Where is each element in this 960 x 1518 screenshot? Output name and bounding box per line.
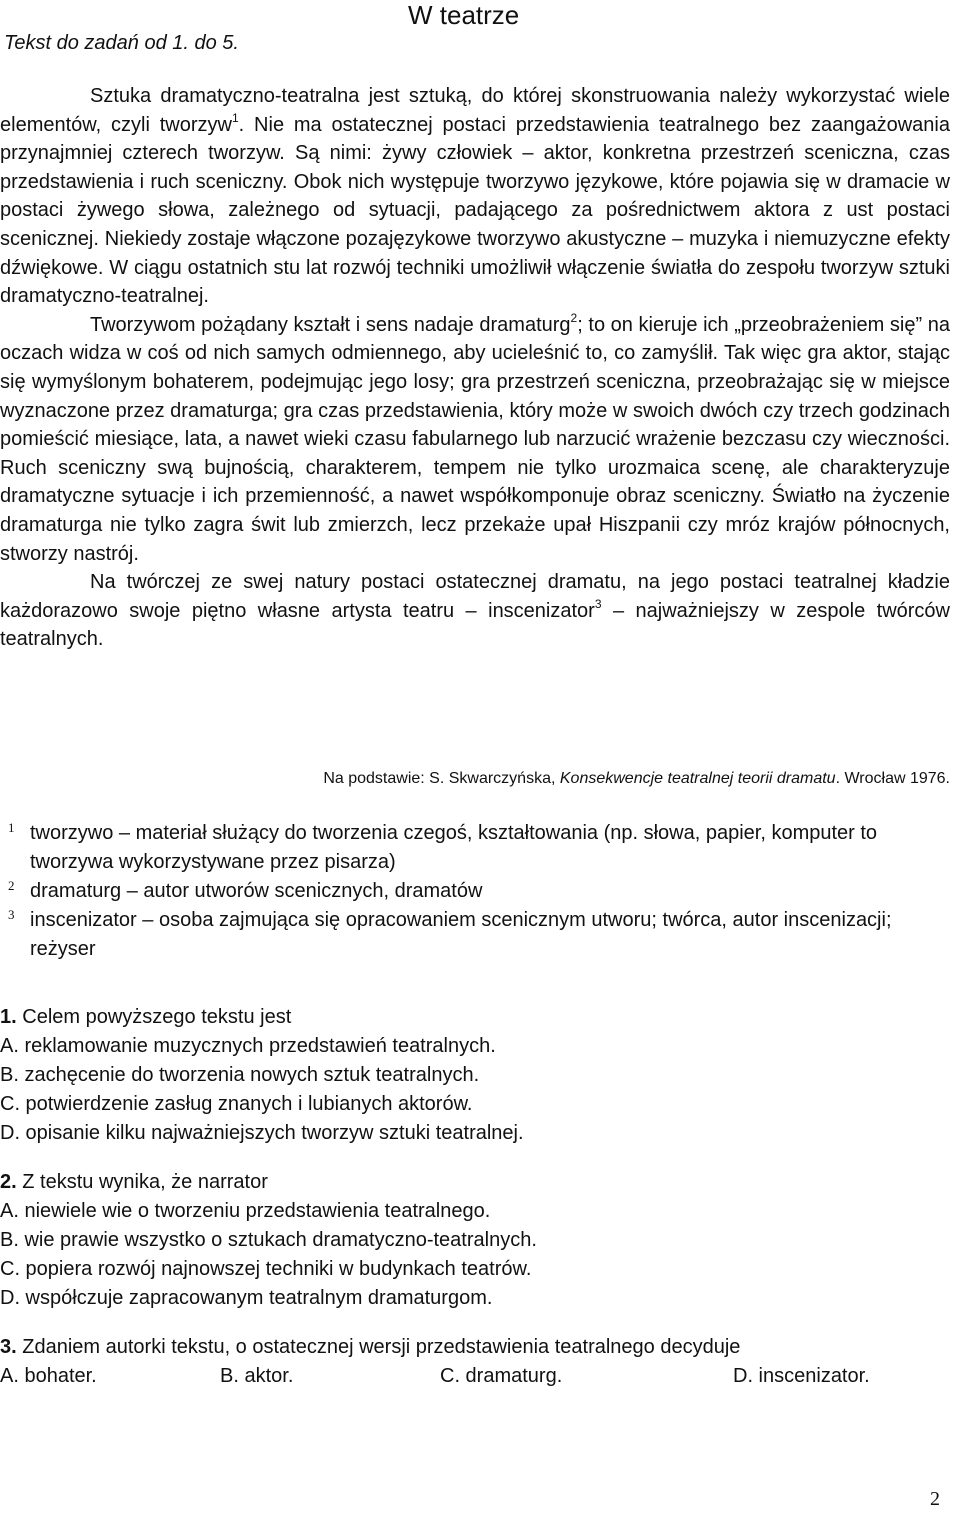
footnotes [8,819,953,964]
paragraph-2-part-b: ; to on kieruje ich „przeobrażeniem się” na oczach widza w coś od nich samych odmiennego, aby ucieleśnić to, co zamyślił. Tak więc gra aktor, stając się wymyślonym bohaterem, podejmując jego losy; gra przestrzeń sceniczna, przeobrażając się w miejsce wyznaczone przez dramaturga; gra czas przedstawienia, który może w swoich dwóch czy trzech godzinach pomieścić miesiące, lata, a nawet wieki czasu fabularnego lub narzucić wrażenie bezczasu czy wieczności. Ruch sceniczny swą bujnością, charakterem, tempem nie tylko urozmaica scenę, ale charakteryzuje dramatyczne sytuacje i ich przemienność, a nawet współkomponuje obraz sceniczny. Światło na życzenie dramaturga nie tylko zagra świt lub zmierzch, lecz przekaże upał Hiszpanii czy mróz krajów północnych, stworzy nastrój. [0,313,950,565]
paragraph-1-part-b: . Nie ma ostatecznej postaci przedstawienia teatralnego bez zaangażowania przynajmniej czterech tworzyw. Są nimi: żywy człowiek – aktor, konkretna przestrzeń sceniczna, czas przedstawienia i ruch sceniczny. Obok nich występuje tworzywo językowe, które pojawia się w dramacie w postaci żywego słowa, zależnego od sytuacji, padającego za pośrednictwem aktora z ust postaci scenicznej. Niekiedy zostaje włączone pozajęzykowe tworzywo akustyczne – muzyka i niemuzyczne efekty dźwiękowe. W ciągu ostatnich stu lat rozwój techniki umożliwił włączenie światła do zespołu tworzyw sztuki dramatyczno-teatralnej. [0,113,950,308]
footnote-ref-1: 1 [231,110,239,125]
paragraph-2 [0,311,950,568]
question-number: 3. [0,1336,17,1358]
question-stem [0,1168,950,1197]
reading-text [0,82,950,654]
paragraph-2-part-a: Tworzywom pożądany kształt i sens nadaje dramaturg [90,313,571,336]
source-citation [0,770,950,788]
question-3 [0,1333,950,1391]
footnote-number: 3 [8,907,15,922]
answer-option: D. opisanie kilku najważniejszych tworzyw sztuki teatralnej. [0,1122,524,1144]
source-book-title: Konsekwencje teatralnej teorii dramatu [559,770,836,787]
footnote-3 [8,906,953,964]
footnote-text: dramaturg – autor utworów scenicznych, dramatów [30,880,483,902]
question-text: Zdaniem autorki tekstu, o ostatecznej wersji przedstawienia teatralnego decyduje [22,1336,741,1358]
paragraph-3-part-a: Na twórczej ze swej natury postaci ostatecznej dramatu, na jego postaci teatralnej kładzie każdorazowo swoje piętno własne artysta teatru – inscenizator [0,571,950,622]
answer-option: B. aktor. [220,1365,294,1387]
question-2 [0,1168,950,1313]
answer-option: A. bohater. [0,1365,97,1387]
question-stem [0,1003,950,1032]
footnote-ref-2: 2 [570,310,578,325]
footnote-number: 2 [8,878,15,893]
task-range-label: Tekst do zadań od 1. do 5. [4,32,239,54]
question-stem [0,1333,950,1362]
answer-option: C. dramaturg. [440,1365,563,1387]
question-number: 1. [0,1006,17,1028]
question-number: 2. [0,1171,17,1193]
question-1 [0,1003,950,1148]
questions [0,1003,950,1411]
source-suffix: . Wrocław 1976. [835,770,950,787]
page-title: W teatrze [408,0,520,30]
footnote-text: inscenizator – osoba zajmująca się opracowaniem scenicznym utworu; twórca, autor inscenizacji; reżyser [30,909,892,960]
answer-option: A. niewiele wie o tworzeniu przedstawienia teatralnego. [0,1200,491,1222]
paragraph-1-part-a: Sztuka dramatyczno-teatralna jest sztuką, do której skonstruowania należy wykorzystać wiele elementów, czyli tworzyw [0,85,950,136]
answer-option: C. potwierdzenie zasług znanych i lubianych aktorów. [0,1093,473,1115]
page-number: 2 [930,1488,940,1510]
footnote-2 [8,877,953,906]
answer-options-row [0,1362,950,1391]
paragraph-3 [0,568,950,654]
answer-option: B. wie prawie wszystko o sztukach dramatyczno-teatralnych. [0,1229,537,1251]
paragraph-1 [0,82,950,311]
answer-option: D. inscenizator. [733,1365,870,1387]
answer-option: D. współczuje zapracowanym teatralnym dramaturgom. [0,1287,493,1309]
answer-option: A. reklamowanie muzycznych przedstawień teatralnych. [0,1035,496,1057]
footnote-text: tworzywo – materiał służący do tworzenia czegoś, kształtowania (np. słowa, papier, komputer to tworzywa wykorzystywane przez pisarza) [30,822,878,873]
answer-option: C. popiera rozwój najnowszej techniki w budynkach teatrów. [0,1258,532,1280]
answer-option: B. zachęcenie do tworzenia nowych sztuk teatralnych. [0,1064,480,1086]
question-text: Z tekstu wynika, że narrator [22,1171,268,1193]
footnote-ref-3: 3 [594,596,602,611]
question-text: Celem powyższego tekstu jest [22,1006,292,1028]
footnote-number: 1 [8,820,15,835]
footnote-1 [8,819,953,877]
source-prefix: Na podstawie: S. Skwarczyńska, [323,770,560,787]
header [4,0,954,70]
paragraph-3-part-b: – najważniejszy w zespole twórców teatralnych. [0,599,950,651]
